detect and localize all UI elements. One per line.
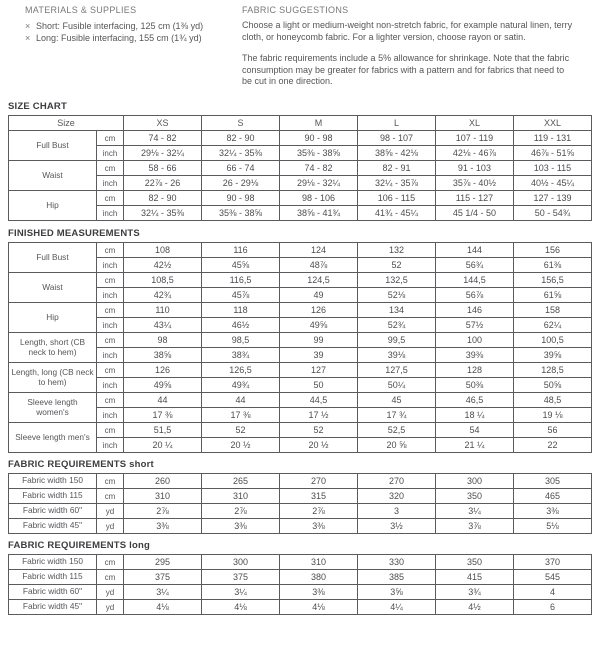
table-row bbox=[9, 519, 592, 534]
table-row bbox=[9, 600, 592, 615]
fabric-requirements-short-table bbox=[8, 473, 592, 534]
value-cell: 45 1/4 - 50 bbox=[435, 206, 513, 221]
table-row bbox=[9, 176, 592, 191]
value-cell: 3 bbox=[358, 504, 436, 519]
value-cell: 265 bbox=[202, 474, 280, 489]
unit-cell: yd bbox=[97, 585, 124, 600]
value-cell: 22 bbox=[514, 438, 592, 453]
unit-cell: inch bbox=[97, 438, 124, 453]
value-cell: 32¼ - 35⅜ bbox=[202, 146, 280, 161]
fabric-requirements-long-title: FABRIC REQUIREMENTS long bbox=[8, 540, 151, 551]
row-label-cell: Fabric width 60" bbox=[9, 504, 97, 519]
unit-cell: inch bbox=[97, 348, 124, 363]
value-cell: 370 bbox=[514, 555, 592, 570]
unit-cell: cm bbox=[97, 570, 124, 585]
value-cell: 49⅝ bbox=[124, 378, 202, 393]
value-cell: 39⅛ bbox=[358, 348, 436, 363]
value-cell: 50¼ bbox=[358, 378, 436, 393]
value-cell: 17 ¾ bbox=[358, 408, 436, 423]
value-cell: 17 ½ bbox=[280, 408, 358, 423]
value-cell: 270 bbox=[358, 474, 436, 489]
table-row bbox=[9, 363, 592, 378]
value-cell: 19 ⅛ bbox=[514, 408, 592, 423]
value-cell: 330 bbox=[358, 555, 436, 570]
size-label-header-cell: Size bbox=[9, 116, 124, 131]
row-label-cell: Hip bbox=[9, 303, 97, 333]
value-cell: 5⅛ bbox=[514, 519, 592, 534]
unit-cell: yd bbox=[97, 519, 124, 534]
table-row bbox=[9, 504, 592, 519]
value-cell: 4½ bbox=[436, 600, 514, 615]
unit-cell: cm bbox=[97, 363, 124, 378]
value-cell: 18 ¼ bbox=[436, 408, 514, 423]
value-cell: 29⅛ - 32¼ bbox=[124, 146, 202, 161]
value-cell: 350 bbox=[436, 555, 514, 570]
materials-item-text: Long: Fusible interfacing, 155 cm (1¾ yd) bbox=[36, 33, 202, 43]
unit-cell: cm bbox=[97, 191, 124, 206]
value-cell: 465 bbox=[514, 489, 592, 504]
size-column-header-cell: S bbox=[202, 116, 280, 131]
value-cell: 35⅜ - 38⅝ bbox=[202, 206, 280, 221]
value-cell: 270 bbox=[280, 474, 358, 489]
value-cell: 100 bbox=[436, 333, 514, 348]
value-cell: 124,5 bbox=[280, 273, 358, 288]
value-cell: 119 - 131 bbox=[513, 131, 591, 146]
value-cell: 118 bbox=[202, 303, 280, 318]
value-cell: 144 bbox=[436, 243, 514, 258]
table-row bbox=[9, 131, 592, 146]
value-cell: 44 bbox=[202, 393, 280, 408]
value-cell: 126 bbox=[124, 363, 202, 378]
value-cell: 32¼ - 35⅜ bbox=[124, 206, 202, 221]
size-column-header-cell: M bbox=[279, 116, 357, 131]
value-cell: 127,5 bbox=[358, 363, 436, 378]
value-cell: 315 bbox=[280, 489, 358, 504]
value-cell: 3⅜ bbox=[514, 504, 592, 519]
value-cell: 158 bbox=[514, 303, 592, 318]
unit-cell: cm bbox=[97, 131, 124, 146]
value-cell: 62¼ bbox=[514, 318, 592, 333]
value-cell: 4⅛ bbox=[280, 600, 358, 615]
value-cell: 3⅝ bbox=[358, 585, 436, 600]
row-label-cell: Fabric width 150 bbox=[9, 555, 97, 570]
value-cell: 40½ - 45¼ bbox=[513, 176, 591, 191]
value-cell: 46⅞ - 51⅝ bbox=[513, 146, 591, 161]
value-cell: 51,5 bbox=[124, 423, 202, 438]
value-cell: 375 bbox=[202, 570, 280, 585]
value-cell: 295 bbox=[124, 555, 202, 570]
value-cell: 320 bbox=[358, 489, 436, 504]
unit-cell: inch bbox=[97, 206, 124, 221]
value-cell: 98 - 107 bbox=[357, 131, 435, 146]
value-cell: 6 bbox=[514, 600, 592, 615]
table-header-row bbox=[9, 116, 592, 131]
value-cell: 38¾ bbox=[202, 348, 280, 363]
value-cell: 49 bbox=[280, 288, 358, 303]
value-cell: 50⅝ bbox=[514, 378, 592, 393]
value-cell: 20 ½ bbox=[202, 438, 280, 453]
value-cell: 146 bbox=[436, 303, 514, 318]
value-cell: 156,5 bbox=[514, 273, 592, 288]
value-cell: 3¼ bbox=[436, 504, 514, 519]
top-text-columns bbox=[0, 0, 600, 101]
value-cell: 310 bbox=[280, 555, 358, 570]
size-column-header-cell: L bbox=[357, 116, 435, 131]
value-cell: 56⅞ bbox=[436, 288, 514, 303]
unit-cell: inch bbox=[97, 146, 124, 161]
fabric-suggestions-section bbox=[242, 5, 576, 101]
table-row bbox=[9, 258, 592, 273]
unit-cell: yd bbox=[97, 504, 124, 519]
value-cell: 385 bbox=[358, 570, 436, 585]
unit-cell: cm bbox=[97, 393, 124, 408]
value-cell: 3⅜ bbox=[280, 519, 358, 534]
value-cell: 66 - 74 bbox=[202, 161, 280, 176]
value-cell: 57½ bbox=[436, 318, 514, 333]
value-cell: 132 bbox=[358, 243, 436, 258]
finished-measurements-table bbox=[8, 242, 592, 453]
value-cell: 82 - 90 bbox=[124, 191, 202, 206]
size-chart-table bbox=[8, 115, 592, 221]
value-cell: 116 bbox=[202, 243, 280, 258]
value-cell: 20 ½ bbox=[280, 438, 358, 453]
materials-item bbox=[25, 32, 242, 44]
value-cell: 56 bbox=[514, 423, 592, 438]
value-cell: 74 - 82 bbox=[279, 161, 357, 176]
value-cell: 260 bbox=[124, 474, 202, 489]
value-cell: 44 bbox=[124, 393, 202, 408]
table-row bbox=[9, 393, 592, 408]
value-cell: 45⅝ bbox=[202, 258, 280, 273]
value-cell: 4¼ bbox=[358, 600, 436, 615]
fabric-requirements-short-title: FABRIC REQUIREMENTS short bbox=[8, 459, 154, 470]
row-label-cell: Fabric width 115 bbox=[9, 570, 97, 585]
value-cell: 39⅝ bbox=[514, 348, 592, 363]
table-row bbox=[9, 348, 592, 363]
table-row bbox=[9, 333, 592, 348]
fabric-shrinkage-paragraph: The fabric requirements include a 5% allowance for shrinkage. Note that the fabric consumption may be greater for fabrics with a pattern and for fabrics that need to be cut in one direction. bbox=[242, 53, 570, 86]
row-label-cell: Full Bust bbox=[9, 131, 97, 161]
value-cell: 110 bbox=[124, 303, 202, 318]
value-cell: 32¼ - 35⅞ bbox=[357, 176, 435, 191]
value-cell: 44,5 bbox=[280, 393, 358, 408]
value-cell: 82 - 90 bbox=[202, 131, 280, 146]
materials-item-text: Short: Fusible interfacing, 125 cm (1⅜ yd) bbox=[36, 21, 204, 31]
value-cell: 45⅞ bbox=[202, 288, 280, 303]
table-row bbox=[9, 408, 592, 423]
value-cell: 38⅝ bbox=[124, 348, 202, 363]
fabric-suggestions-title: FABRIC SUGGESTIONS bbox=[242, 5, 349, 15]
value-cell: 48⅞ bbox=[280, 258, 358, 273]
size-column-header-cell: XS bbox=[124, 116, 202, 131]
value-cell: 38⅝ - 41¾ bbox=[279, 206, 357, 221]
table-row bbox=[9, 555, 592, 570]
value-cell: 2⅞ bbox=[124, 504, 202, 519]
unit-cell: cm bbox=[97, 489, 124, 504]
value-cell: 58 - 66 bbox=[124, 161, 202, 176]
value-cell: 128,5 bbox=[514, 363, 592, 378]
value-cell: 48,5 bbox=[514, 393, 592, 408]
value-cell: 545 bbox=[514, 570, 592, 585]
row-label-cell: Length, short (CB neck to hem) bbox=[9, 333, 97, 363]
value-cell: 49⅝ bbox=[280, 318, 358, 333]
value-cell: 98 - 106 bbox=[279, 191, 357, 206]
value-cell: 90 - 98 bbox=[202, 191, 280, 206]
value-cell: 46½ bbox=[202, 318, 280, 333]
row-label-cell: Length, long (CB neck to hem) bbox=[9, 363, 97, 393]
unit-cell: inch bbox=[97, 258, 124, 273]
value-cell: 42¾ bbox=[124, 288, 202, 303]
value-cell: 310 bbox=[202, 489, 280, 504]
unit-cell: cm bbox=[97, 273, 124, 288]
value-cell: 3¾ bbox=[436, 585, 514, 600]
materials-supplies-title: MATERIALS & SUPPLIES bbox=[25, 5, 137, 15]
table-row bbox=[9, 585, 592, 600]
value-cell: 156 bbox=[514, 243, 592, 258]
finished-measurements-title: FINISHED MEASUREMENTS bbox=[8, 228, 140, 239]
value-cell: 4⅛ bbox=[124, 600, 202, 615]
table-row bbox=[9, 438, 592, 453]
fabric-suggestions-paragraph: Choose a light or medium-weight non-stretch fabric, for example natural linen, terry cloth, or honeycomb fabric. For a lighter version, choose rayon or satin. bbox=[242, 20, 573, 42]
value-cell: 49¾ bbox=[202, 378, 280, 393]
unit-cell: inch bbox=[97, 408, 124, 423]
value-cell: 4 bbox=[514, 585, 592, 600]
materials-supplies-section bbox=[25, 5, 242, 101]
value-cell: 310 bbox=[124, 489, 202, 504]
fabric-requirements-long-table bbox=[8, 554, 592, 615]
value-cell: 134 bbox=[358, 303, 436, 318]
value-cell: 52¾ bbox=[358, 318, 436, 333]
table-row bbox=[9, 378, 592, 393]
value-cell: 39⅜ bbox=[436, 348, 514, 363]
value-cell: 3⅜ bbox=[202, 519, 280, 534]
row-label-cell: Sleeve length women's bbox=[9, 393, 97, 423]
value-cell: 39 bbox=[280, 348, 358, 363]
value-cell: 26 - 29⅛ bbox=[202, 176, 280, 191]
value-cell: 107 - 119 bbox=[435, 131, 513, 146]
value-cell: 50⅜ bbox=[436, 378, 514, 393]
value-cell: 108 bbox=[124, 243, 202, 258]
row-label-cell: Waist bbox=[9, 161, 97, 191]
value-cell: 350 bbox=[436, 489, 514, 504]
value-cell: 82 - 91 bbox=[357, 161, 435, 176]
value-cell: 42⅛ - 46⅞ bbox=[435, 146, 513, 161]
value-cell: 52 bbox=[358, 258, 436, 273]
value-cell: 56¾ bbox=[436, 258, 514, 273]
row-label-cell: Full Bust bbox=[9, 243, 97, 273]
unit-cell: inch bbox=[97, 176, 124, 191]
row-label-cell: Fabric width 45" bbox=[9, 600, 97, 615]
value-cell: 3⅜ bbox=[280, 585, 358, 600]
value-cell: 300 bbox=[436, 474, 514, 489]
unit-cell: yd bbox=[97, 600, 124, 615]
table-row bbox=[9, 161, 592, 176]
value-cell: 3⅜ bbox=[124, 519, 202, 534]
unit-cell: cm bbox=[97, 333, 124, 348]
value-cell: 375 bbox=[124, 570, 202, 585]
value-cell: 91 - 103 bbox=[435, 161, 513, 176]
value-cell: 17 ⅜ bbox=[202, 408, 280, 423]
value-cell: 305 bbox=[514, 474, 592, 489]
value-cell: 52 bbox=[280, 423, 358, 438]
value-cell: 103 - 115 bbox=[513, 161, 591, 176]
value-cell: 144,5 bbox=[436, 273, 514, 288]
table-row bbox=[9, 206, 592, 221]
value-cell: 61⅜ bbox=[514, 258, 592, 273]
table-row bbox=[9, 146, 592, 161]
value-cell: 108,5 bbox=[124, 273, 202, 288]
value-cell: 126 bbox=[280, 303, 358, 318]
value-cell: 61⅝ bbox=[514, 288, 592, 303]
row-label-cell: Fabric width 45" bbox=[9, 519, 97, 534]
table-row bbox=[9, 474, 592, 489]
table-row bbox=[9, 288, 592, 303]
value-cell: 20 ¼ bbox=[124, 438, 202, 453]
value-cell: 43¼ bbox=[124, 318, 202, 333]
value-cell: 21 ¼ bbox=[436, 438, 514, 453]
value-cell: 52⅛ bbox=[358, 288, 436, 303]
row-label-cell: Waist bbox=[9, 273, 97, 303]
value-cell: 380 bbox=[280, 570, 358, 585]
value-cell: 3¼ bbox=[124, 585, 202, 600]
value-cell: 98 bbox=[124, 333, 202, 348]
value-cell: 3¼ bbox=[202, 585, 280, 600]
value-cell: 4⅛ bbox=[202, 600, 280, 615]
value-cell: 116,5 bbox=[202, 273, 280, 288]
value-cell: 128 bbox=[436, 363, 514, 378]
table-row bbox=[9, 303, 592, 318]
value-cell: 74 - 82 bbox=[124, 131, 202, 146]
row-label-cell: Fabric width 60" bbox=[9, 585, 97, 600]
materials-item bbox=[25, 20, 242, 32]
value-cell: 52,5 bbox=[358, 423, 436, 438]
row-label-cell: Hip bbox=[9, 191, 97, 221]
value-cell: 52 bbox=[202, 423, 280, 438]
value-cell: 100,5 bbox=[514, 333, 592, 348]
value-cell: 126,5 bbox=[202, 363, 280, 378]
value-cell: 42½ bbox=[124, 258, 202, 273]
row-label-cell: Sleeve length men's bbox=[9, 423, 97, 453]
value-cell: 45 bbox=[358, 393, 436, 408]
row-label-cell: Fabric width 150 bbox=[9, 474, 97, 489]
value-cell: 115 - 127 bbox=[435, 191, 513, 206]
unit-cell: cm bbox=[97, 303, 124, 318]
value-cell: 127 bbox=[280, 363, 358, 378]
value-cell: 3⅞ bbox=[436, 519, 514, 534]
value-cell: 35⅜ - 38⅝ bbox=[279, 146, 357, 161]
value-cell: 300 bbox=[202, 555, 280, 570]
value-cell: 415 bbox=[436, 570, 514, 585]
unit-cell: cm bbox=[97, 555, 124, 570]
table-row bbox=[9, 570, 592, 585]
value-cell: 3½ bbox=[358, 519, 436, 534]
x-bullet-icon: × bbox=[25, 33, 31, 43]
value-cell: 132,5 bbox=[358, 273, 436, 288]
unit-cell: inch bbox=[97, 318, 124, 333]
size-column-header-cell: XL bbox=[435, 116, 513, 131]
value-cell: 106 - 115 bbox=[357, 191, 435, 206]
unit-cell: cm bbox=[97, 243, 124, 258]
unit-cell: inch bbox=[97, 378, 124, 393]
value-cell: 2⅞ bbox=[280, 504, 358, 519]
value-cell: 90 - 98 bbox=[279, 131, 357, 146]
value-cell: 41¾ - 45¼ bbox=[357, 206, 435, 221]
value-cell: 50 bbox=[280, 378, 358, 393]
table-row bbox=[9, 423, 592, 438]
size-column-header-cell: XXL bbox=[513, 116, 591, 131]
value-cell: 35⅞ - 40½ bbox=[435, 176, 513, 191]
table-row bbox=[9, 243, 592, 258]
unit-cell: cm bbox=[97, 423, 124, 438]
table-row bbox=[9, 273, 592, 288]
table-row bbox=[9, 318, 592, 333]
value-cell: 50 - 54¾ bbox=[513, 206, 591, 221]
value-cell: 127 - 139 bbox=[513, 191, 591, 206]
row-label-cell: Fabric width 115 bbox=[9, 489, 97, 504]
x-bullet-icon: × bbox=[25, 21, 31, 31]
table-row bbox=[9, 191, 592, 206]
unit-cell: inch bbox=[97, 288, 124, 303]
value-cell: 20 ⅝ bbox=[358, 438, 436, 453]
value-cell: 124 bbox=[280, 243, 358, 258]
value-cell: 29⅛ - 32¼ bbox=[279, 176, 357, 191]
value-cell: 99,5 bbox=[358, 333, 436, 348]
value-cell: 98,5 bbox=[202, 333, 280, 348]
size-chart-title: SIZE CHART bbox=[8, 101, 67, 112]
table-row bbox=[9, 489, 592, 504]
value-cell: 54 bbox=[436, 423, 514, 438]
value-cell: 99 bbox=[280, 333, 358, 348]
value-cell: 46,5 bbox=[436, 393, 514, 408]
value-cell: 17 ⅜ bbox=[124, 408, 202, 423]
unit-cell: cm bbox=[97, 474, 124, 489]
value-cell: 2⅞ bbox=[202, 504, 280, 519]
unit-cell: cm bbox=[97, 161, 124, 176]
value-cell: 22⅞ - 26 bbox=[124, 176, 202, 191]
value-cell: 38⅝ - 42⅛ bbox=[357, 146, 435, 161]
